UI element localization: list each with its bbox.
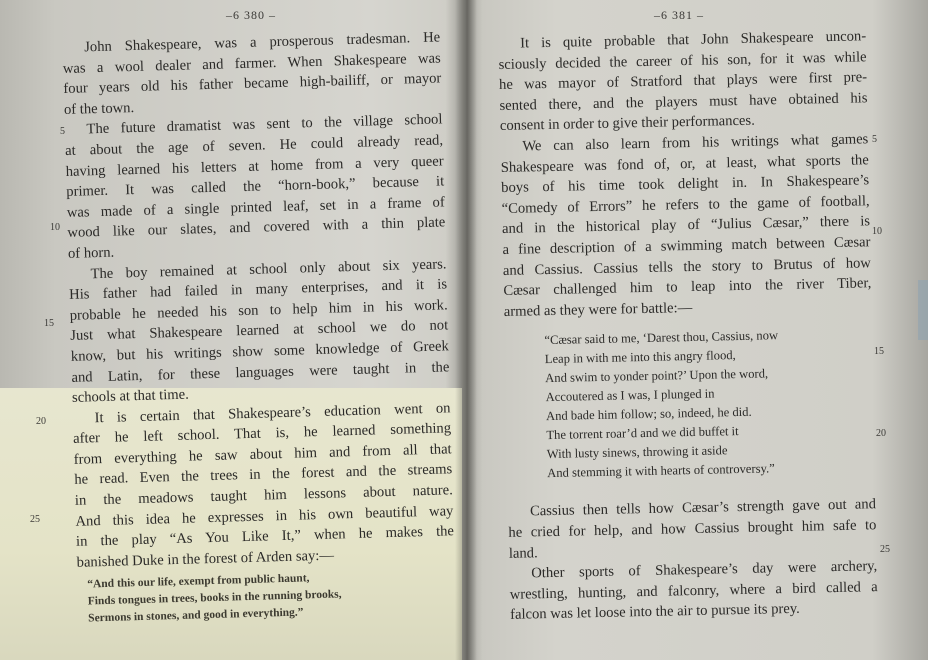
left-text-block (62, 27, 456, 628)
poem-quote (504, 325, 875, 485)
left-page (0, 0, 462, 660)
text-line: of the town. (63, 99, 135, 118)
text-line: John Shakespeare, was a prosperous tradesman. He (84, 29, 441, 56)
quote-line: Accoutered as I was, I plunged in (545, 386, 715, 405)
text-line: Just what Shakespeare learned at school we do not (70, 317, 449, 345)
text-line: primer. It was called the “horn-book,” because it (66, 173, 445, 201)
text-line: four years old his father became high-bailiff, or mayor (63, 70, 442, 98)
text-line: “Comedy of Errors” he refers to the game of football, (501, 193, 870, 217)
line-number: 5 (60, 126, 65, 137)
text-line: he read. Even the trees in the forest and the streams (74, 461, 453, 489)
text-line: We can also learn from his writings what games (522, 131, 869, 155)
text-line: It is quite probable that John Shakespeare uncon- (520, 28, 867, 52)
right-page (466, 0, 928, 660)
text-line: land. (508, 544, 538, 562)
poem-quote (77, 567, 456, 629)
quote-line: Sermons in stones, and good in everything.” (88, 606, 304, 625)
left-page-number: –6 380 – (226, 8, 276, 22)
right-text-block (498, 26, 878, 625)
text-line: having learned his letters at home from a very queer (65, 152, 444, 180)
text-line: was a wool dealer and farmer. When Shakespeare was (62, 50, 441, 77)
text-line: Other sports of Shakespeare’s day were archery, (531, 558, 878, 582)
text-line: schools at that time. (71, 386, 189, 406)
text-line: sciously decided the career of his son, for it was while (498, 48, 867, 73)
text-line: Cassius then tells how Cæsar’s strength gave out and (529, 496, 877, 520)
text-line: boys of his time took delight in. In Shakespeare’s (501, 172, 870, 197)
text-line: The future dramatist was sent to the village school (86, 111, 443, 138)
paragraph (508, 495, 877, 564)
quote-line: And stemming it with hearts of controversy.” (547, 461, 775, 481)
text-line: and Latin, for these languages were taught in the (71, 358, 450, 386)
paragraph (498, 26, 868, 137)
text-line: probable he needed his son to help him in his work. (69, 297, 448, 324)
right-page-number: –6 381 – (654, 8, 704, 22)
text-line: in the meadows taught him lessons about nature. (74, 482, 454, 509)
text-line: at about the age of seven. He could already read, (64, 132, 444, 159)
text-line: and Cassius. Cassius tells the story to Brutus of how (502, 254, 872, 279)
text-line: from everything he saw about him and from all that (73, 441, 452, 468)
line-number: 5 (872, 134, 877, 145)
paragraph (500, 129, 872, 322)
line-number: 20 (36, 416, 46, 427)
quote-line: With lusty sinews, throwing it aside (546, 443, 728, 462)
paragraph (62, 27, 442, 120)
quote-line: “And this our life, exempt from public haunt, (87, 572, 310, 591)
text-line: The boy remained at school only about six years. (90, 255, 447, 282)
text-line: of horn. (67, 244, 115, 262)
text-line: wrestling, hunting, and falconry, where a bird called a (509, 578, 878, 603)
quote-line: And swim to yonder point?’ Upon the word, (545, 366, 769, 386)
page-edge-marker (918, 280, 928, 340)
text-line: consent in order to give their performances. (499, 113, 755, 135)
line-number: 20 (876, 428, 886, 439)
text-line: And this idea he expresses in his own beautiful way (75, 502, 454, 530)
line-number: 25 (880, 544, 890, 555)
text-line: a fine description of a swimming match between Cæsar (502, 234, 871, 258)
quote-line: Leap in with me into this angry flood, (544, 348, 736, 367)
text-line: armed as they were for battle:— (503, 299, 693, 320)
text-line: know, but his writings show some knowledge of Greek (70, 338, 449, 365)
text-line: was made of a single printed leaf, set in a frame of (66, 194, 445, 221)
line-number: 10 (50, 222, 60, 233)
text-line: It is certain that Shakespeare’s education went on (94, 399, 451, 426)
text-line: wood like our slates, and covered with a thin plate (67, 214, 446, 242)
text-line: Shakespeare was fond of, or, at least, what sports the (500, 151, 869, 176)
quote-line: “Cæsar said to me, ‘Darest thou, Cassius, now (544, 328, 779, 348)
text-line: banished Duke in the forest of Arden say:— (76, 547, 335, 571)
paragraph (72, 398, 454, 573)
line-number: 25 (30, 514, 40, 525)
text-line: and in the historical play of “Julius Cæsar,” there is (501, 213, 871, 238)
paragraph (64, 110, 446, 265)
quote-line: And bade him follow; so, indeed, he did. (545, 405, 752, 424)
text-line: His father had failed in many enterprises, and it is (68, 276, 448, 304)
paragraph (68, 254, 450, 409)
text-line: Cæsar challenged him to leap into the river Tiber, (503, 275, 872, 300)
line-number: 10 (872, 226, 882, 237)
text-line: sented there, and the players must have obtained his (499, 90, 868, 114)
text-line: in the play “As You Like It,” when he makes the (75, 523, 455, 551)
text-line: falcon was let loose into the air to pursue its prey. (510, 601, 800, 624)
line-number: 15 (874, 346, 884, 357)
quote-line: Finds tongues in trees, books in the running brooks, (87, 588, 342, 608)
quote-line: The torrent roar’d and we did buffet it (546, 424, 739, 443)
text-line: after he left school. That is, he learned something (72, 420, 452, 448)
paragraph (509, 556, 878, 625)
text-line: he cried for help, and how Cassius brought him safe to (508, 517, 877, 541)
line-number: 15 (44, 318, 54, 329)
text-line: he was mayor of Stratford that plays were first pre- (498, 69, 868, 94)
